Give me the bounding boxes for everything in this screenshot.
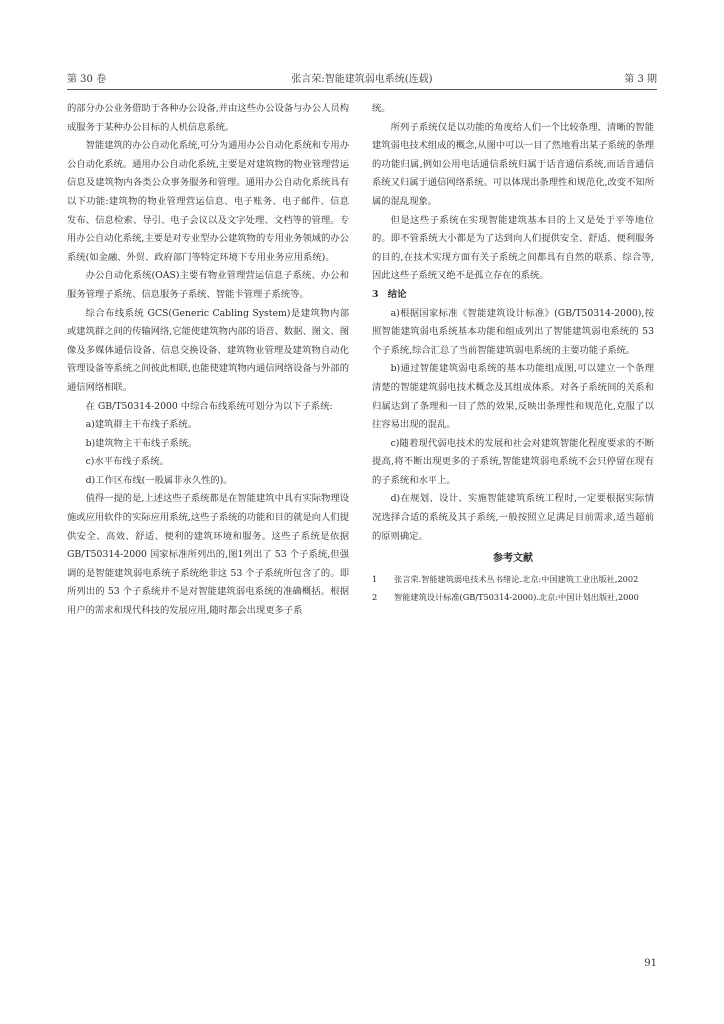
list-item: d)工作区布线(一般属非永久性的)。 (85, 474, 233, 486)
conclusion-item: d)在规划、设计、实施智能建筑系统工程时,一定要根据实际情况选择合适的系统及其子系统,一般按照立足满足目前需求,适当超前的原则确定。 (372, 493, 654, 542)
conclusion-item: c)随着现代弱电技术的发展和社会对建筑智能化程度要求的不断提高,将不断出现更多的子系统,智能建筑弱电系统不会只停留在现有的子系统和水平上。 (372, 437, 654, 486)
references-title: 参考文献 (493, 553, 533, 565)
reference-text: 张言荣.智能建筑弱电技术丛书绪论.北京:中国建筑工业出版社,2002 (394, 573, 639, 584)
paragraph: 智能建筑的办公自动化系统,可分为通用办公自动化系统和专用办公自动化系统。通用办公自动化系统,主要是对建筑物的物业管理营运信息及建筑物内各类公众事务服务和管理。通用办公自动化系统具有以下功能:建筑物的物业管理营运信息、电子账务、电子邮件、信息发布、信息检索、导引、电子会议以及文字处理、文档等的管理。专用办公自动化系统,主要是对专业型办公建筑物的专用业务领域的办公系统(如金融、外贸、政府部门等特定环境下专用业务应用系统)。 (67, 140, 349, 263)
volume-label: 第 30 卷 (67, 74, 107, 85)
reference-item (372, 589, 654, 605)
paragraph: 但是这些子系统在实现智能建筑基本目的上又是处于平等地位的。即不管系统大小都是为了达到向人们提供安全、舒适、便利服务的目的,在技术实现方面有关子系统之间都具有自然的联系、综合等,因此这些子系统又绝不是孤立存在的系统。 (372, 214, 654, 282)
running-title: 张言荣:智能建筑弱电系统(连载) (291, 74, 433, 85)
page-number: 91 (644, 958, 657, 969)
list-item: a)建筑群主干布线子系统。 (85, 419, 198, 431)
list-item: c)水平布线子系统。 (85, 456, 169, 468)
header-rule (67, 89, 657, 90)
reference-text: 智能建筑设计标准(GB/T50314-2000).北京:中国计划出版社,2000 (394, 591, 639, 602)
right-column (372, 100, 654, 607)
conclusion-item: a)根据国家标准《智能建筑设计标准》(GB/T50314-2000),按照智能建筑弱电系统基本功能和组成列出了智能建筑弱电系统的 53 个子系统,综合汇总了当前智能建筑弱电系统的主要功能子系统。 (372, 307, 654, 356)
references-list (372, 571, 654, 605)
paragraph: 的部分办公业务借助于各种办公设备,并由这些办公设备与办公人员构成服务于某种办公目标的人机信息系统。 (67, 103, 349, 133)
section-heading: 3 结论 (372, 288, 407, 300)
left-column (67, 100, 349, 621)
reference-number: 1 (372, 573, 378, 584)
paragraph: 在 GB/T50314-2000 中综合布线系统可划分为以下子系统: (85, 400, 333, 412)
reference-number: 2 (372, 591, 378, 602)
paragraph: 办公自动化系统(OAS)主要有物业管理营运信息子系统、办公和服务管理子系统、信息服务子系统、智能卡管理子系统等。 (67, 270, 349, 300)
paragraph: 所列子系统仅是以功能的角度给人们一个比较条理、清晰的智能建筑弱电技术组成的概念,从图中可以一目了然地看出某子系统的条理的功能归属,例如公用电话通信系统归属于话音通信系统,而话音通信系统又归属于通信网络系统。可以体现出条理性和规范化,改变不知所属的混乱现象。 (372, 121, 654, 207)
paragraph: 值得一提的是,上述这些子系统都是在智能建筑中具有实际物理设施或应用软件的实际应用系统,这些子系统的功能和目的就是向人们提供安全、高效、舒适、便利的建筑环境和服务。这些子系统是依据 GB/T50314-2000 国家标准所列出的,图1列出了 53 个子系统,但强调的是智能建筑弱电系统子系统绝非这 53 个子系统所包含了的。即所列出的 53 个子系统并不是对智能建筑弱电系统的准确概括。根据用户的需求和现代科技的发展应用,随时都会出现更多子系 (67, 493, 349, 617)
running-header (67, 70, 657, 88)
conclusion-item: b)通过智能建筑弱电系统的基本功能组成图,可以建立一个条理清楚的智能建筑弱电技术概念及其组成体系。对各子系统间的关系和归属达到了条理和一目了然的效果,反映出条理性和规范化,克服了以往容易出现的混乱。 (372, 363, 654, 431)
paragraph: 综合布线系统 GCS(Generic Cabling System)是建筑物内部或建筑群之间的传输网络,它能使建筑物内部的语音、数据、图文、图像及多媒体通信设备、信息交换设备、建筑物业管理及建筑物自动化管理设备等系统之间彼此相联,也能使建筑物内通信网络设备与外部的通信网络相联。 (67, 307, 349, 393)
paragraph: 统。 (372, 103, 391, 114)
list-item: b)建筑物主干布线子系统。 (85, 437, 198, 449)
reference-item (372, 571, 654, 587)
issue-label: 第 3 期 (624, 74, 657, 85)
